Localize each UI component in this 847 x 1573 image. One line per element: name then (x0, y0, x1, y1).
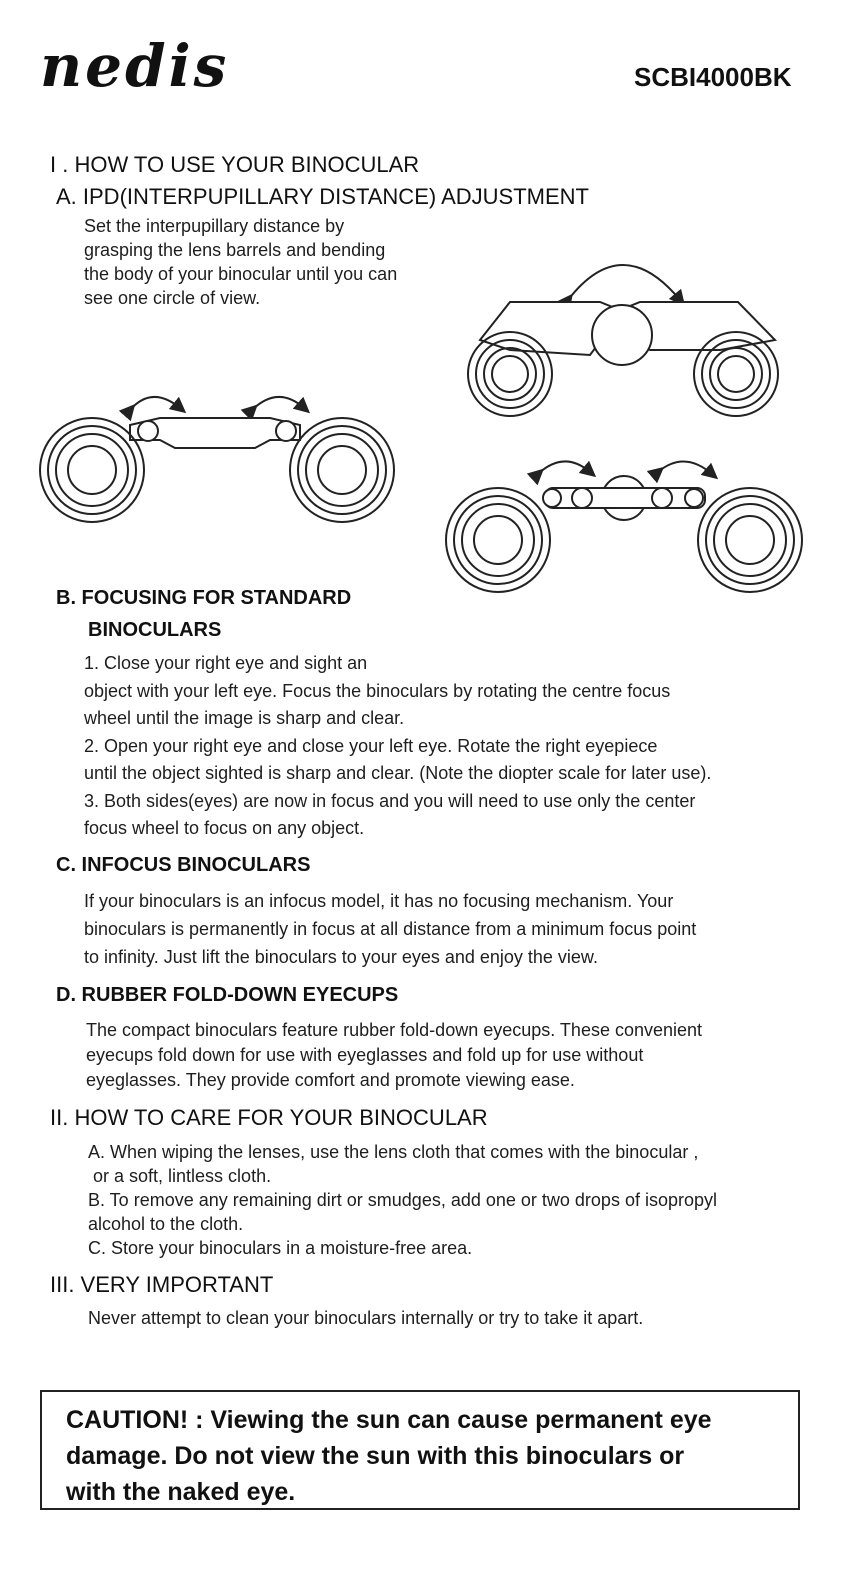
caution-box (40, 1390, 800, 1510)
section-1a-text: Set the interpupillary distance by grasping the lens barrels and bending the body of your binocular until you can see one circle of view. (84, 216, 398, 308)
section-1-title: I . HOW TO USE YOUR BINOCULAR (50, 152, 420, 177)
binocular-folded-illustration (468, 265, 778, 416)
section-1a-title: A. IPD(INTERPUPILLARY DISTANCE) ADJUSTMENT (56, 184, 589, 209)
ipd-illustrations (0, 240, 847, 600)
section-1d-title: D. RUBBER FOLD-DOWN EYECUPS (56, 984, 399, 1006)
binocular-open-illustration (40, 397, 394, 522)
binocular-wide-illustration (446, 461, 802, 592)
section-1b-title-1: B. FOCUSING FOR STANDARD (56, 587, 352, 609)
section-3-text: Never attempt to clean your binoculars internally or try to take it apart. (88, 1308, 644, 1328)
model-number: SCBI4000BK (634, 62, 792, 92)
section-1b-title-2: BINOCULARS (88, 619, 222, 641)
section-1b-text: 1. Close your right eye and sight an object with your left eye. Focus the binoculars by rotating the centre focus wheel until the image is sharp and clear. 2. Open your right eye and close your left eye. Rotate the right eyepiece until the object sighted is sharp and clear. (Note the diopter scale for later use). 3. Both sides(eyes) are now in focus and you will need to use only the center focus wheel to focus on any object. (84, 653, 712, 838)
brand-logo: nedis (40, 32, 230, 100)
section-2-text: A. When wiping the lenses, use the lens cloth that comes with the binocular , or a soft, lintless cloth. B. To remove any remaining dirt or smudges, add one or two drops of isopropyl alcohol to the cloth. C. Store your binoculars in a moisture-free area. (88, 1142, 717, 1258)
section-1c-title: C. INFOCUS BINOCULARS (56, 854, 311, 876)
section-1c-text: If your binoculars is an infocus model, it has no focusing mechanism. Your binoculars is permanently in focus at all distance from a minimum focus point to infinity. Just lift the binoculars to your eyes and enjoy the view. (84, 891, 697, 967)
caution-text: CAUTION! : Viewing the sun can cause permanent eye damage. Do not view the sun with this binoculars or with the naked eye. (66, 1406, 712, 1506)
section-3-title: III. VERY IMPORTANT (50, 1272, 274, 1297)
section-2-title: II. HOW TO CARE FOR YOUR BINOCULAR (50, 1105, 488, 1130)
section-1d-text: The compact binoculars feature rubber fold-down eyecups. These convenient eyecups fold down for use with eyeglasses and fold up for use without eyeglasses. They provide comfort and promote viewing ease. (86, 1020, 703, 1090)
